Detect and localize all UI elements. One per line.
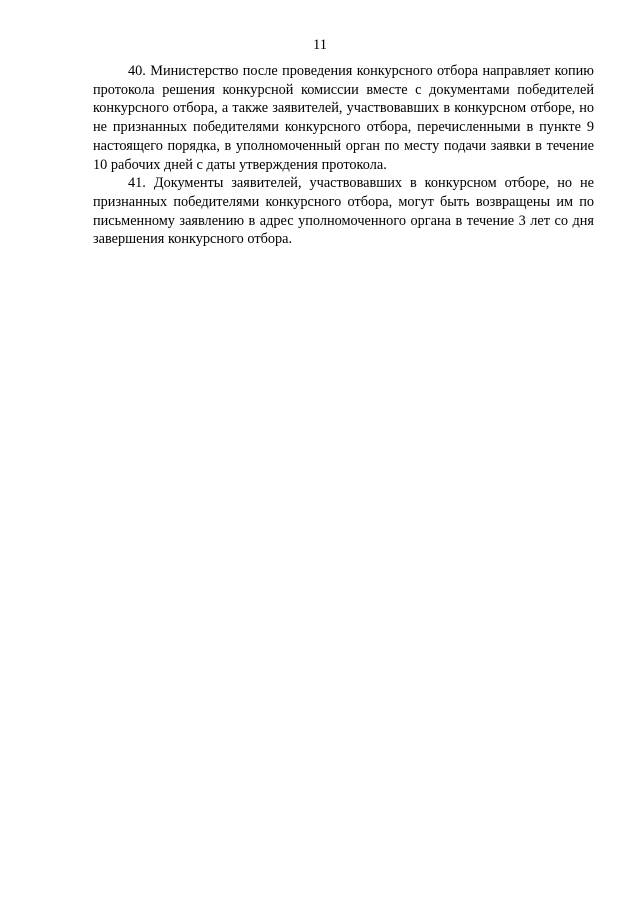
document-body xyxy=(93,62,594,249)
paragraph-41: 41. Документы заявителей, участвовавших в конкурсном отборе, но не признанных победителями конкурсного отбора, могут быть возвращены им по письменному заявлению в адрес уполномоченного органа в течение 3 лет со дня завершения конкурсного отбора. xyxy=(93,175,594,248)
paragraph-40: 40. Министерство после проведения конкурсного отбора направляет копию протокола решения конкурсной комиссии вместе с документами победителей конкурсного отбора, а также заявителей, участвовавших в конкурсном отборе, но не признанных победителями конкурсного отбора, перечисленными в пункте 9 настоящего порядка, в уполномоченный орган по месту подачи заявки в течение 10 рабочих дней с даты утверждения протокола. xyxy=(93,63,594,173)
page-number: 11 xyxy=(313,37,327,53)
